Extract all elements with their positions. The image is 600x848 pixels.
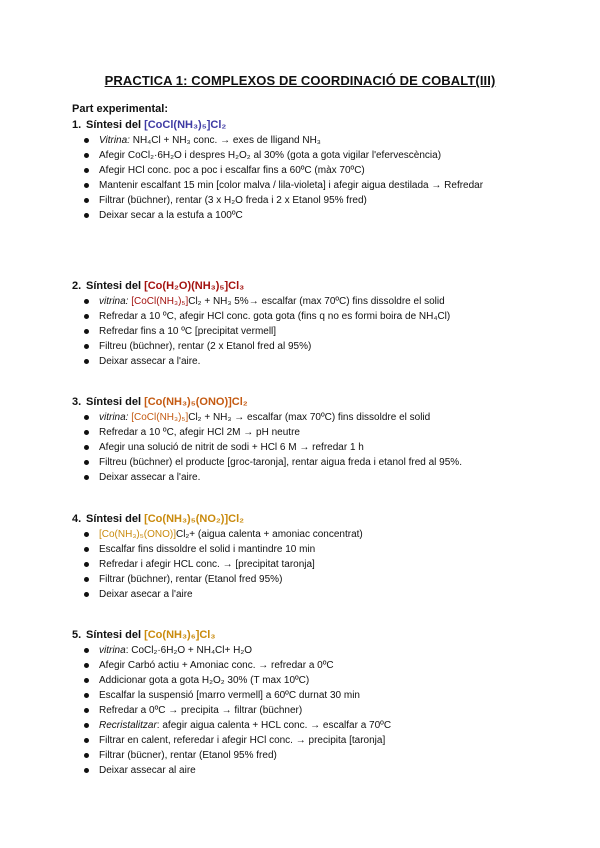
bullet-icon (84, 183, 89, 188)
procedure-list (72, 643, 572, 778)
compound-formula: [Co(H₂O)(NH₃)₅]Cl₃ (144, 280, 245, 292)
bullet-icon (84, 592, 89, 597)
step-text: Deixar assecar a l'aire. (99, 356, 201, 367)
step-text: Deixar secar a la estufa a 100ºC (99, 210, 243, 221)
procedure-step (72, 324, 572, 339)
procedure-step (72, 294, 572, 309)
step-text: : afegir aigua calenta + HCL conc. → escalfar a 70ºC (156, 720, 392, 731)
procedure-step (72, 339, 572, 354)
section-number: 1. (72, 119, 82, 131)
procedure-step (72, 208, 572, 223)
section-heading (72, 512, 572, 527)
section-1 (72, 118, 572, 223)
procedure-step (72, 557, 572, 572)
procedure-step (72, 133, 572, 148)
procedure-step (72, 718, 572, 733)
bullet-icon (84, 547, 89, 552)
procedure-list (72, 527, 572, 602)
section-heading (72, 395, 572, 410)
procedure-step (72, 527, 572, 542)
section-5 (72, 628, 572, 778)
step-text: Cl₂ + NH₃ 5%→ escalfar (max 70ºC) fins dissoldre el solid (188, 296, 445, 307)
part-label: Part experimental: (72, 103, 168, 115)
section-heading (72, 118, 572, 133)
procedure-step (72, 733, 572, 748)
step-text: Deixar asecar a l'aire (99, 589, 193, 600)
compound-formula: [Co(NH₃)₆]Cl₃ (144, 629, 216, 641)
section-heading-text: Síntesi del (86, 629, 145, 641)
procedure-step (72, 587, 572, 602)
step-text: Escalfar fins dissoldre el solid i mantindre 10 min (99, 544, 316, 555)
step-text: Deixar assecar a l'aire. (99, 472, 201, 483)
procedure-step (72, 572, 572, 587)
procedure-step (72, 309, 572, 324)
section-4 (72, 512, 572, 602)
bullet-icon (84, 213, 89, 218)
step-text: Deixar assecar al aire (99, 765, 196, 776)
step-text: Afegir Carbó actiu + Amoniac conc. → refredar a 0ºC (99, 660, 334, 671)
procedure-step (72, 178, 572, 193)
procedure-step (72, 542, 572, 557)
section-heading-text: Síntesi del (86, 396, 145, 408)
step-prefix: Vitrina: (99, 135, 130, 146)
section-heading-text: Síntesi del (86, 513, 145, 525)
procedure-step (72, 193, 572, 208)
bullet-icon (84, 708, 89, 713)
page-title: PRACTICA 1: COMPLEXOS DE COORDINACIÓ DE COBALT(III) (104, 73, 496, 88)
step-text: Cl₂+ (aigua calenta + amoniac concentrat) (175, 529, 363, 540)
bullet-icon (84, 577, 89, 582)
bullet-icon (84, 415, 89, 420)
step-text: Refredar i afegir HCL conc. → [precipitat taronja] (99, 559, 315, 570)
bullet-icon (84, 648, 89, 653)
step-text: Afegir CoCl₂·6H₂O i despres H₂O₂ al 30% (gota a gota vigilar l'efervescència) (99, 150, 442, 161)
procedure-step (72, 673, 572, 688)
section-heading (72, 628, 572, 643)
procedure-step (72, 163, 572, 178)
section-number: 5. (72, 629, 82, 641)
bullet-icon (84, 562, 89, 567)
section-heading-text: Síntesi del (86, 280, 145, 292)
procedure-step (72, 643, 572, 658)
section-number: 2. (72, 280, 82, 292)
procedure-step (72, 703, 572, 718)
bullet-icon (84, 329, 89, 334)
step-text: Cl₂ + NH₃ → escalfar (max 70ºC) fins dissoldre el solid (188, 412, 431, 423)
step-prefix: vitrina (99, 645, 126, 656)
bullet-icon (84, 168, 89, 173)
step-text: Afegir HCl conc. poc a poc i escalfar fins a 60ºC (màx 70ºC) (99, 165, 365, 176)
bullet-icon (84, 678, 89, 683)
step-text: Filtreu (büchner) el producte [groc-taronja], rentar aigua freda i etanol fred al 95%. (99, 457, 462, 468)
section-heading (72, 279, 572, 294)
step-compound: [CoCl(NH₃)₅] (131, 412, 189, 423)
section-3 (72, 395, 572, 485)
step-text: Addicionar gota a gota H₂O₂ 30% (T max 10ºC) (99, 675, 310, 686)
bullet-icon (84, 153, 89, 158)
step-text: Refredar a 10 ºC, afegir HCl conc. gota gota (fins q no es formi boira de NH₄Cl) (99, 311, 451, 322)
procedure-list (72, 294, 572, 369)
bullet-icon (84, 693, 89, 698)
section-number: 4. (72, 513, 82, 525)
compound-formula: [Co(NH₃)₅(ONO)]Cl₂ (144, 396, 248, 408)
step-text: : CoCl₂·6H₂O + NH₄Cl+ H₂O (125, 645, 252, 656)
procedure-list (72, 410, 572, 485)
bullet-icon (84, 314, 89, 319)
bullet-icon (84, 723, 89, 728)
step-text: NH₄Cl + NH₃ conc. → exes de lligand NH₃ (129, 135, 321, 146)
step-compound: [Co(NH₃)₅(ONO)] (99, 529, 176, 540)
bullet-icon (84, 430, 89, 435)
step-text: Escalfar la suspensió [marro vermell] a 60ºC durnat 30 min (99, 690, 360, 701)
bullet-icon (84, 445, 89, 450)
step-text: Filtreu (büchner), rentar (2 x Etanol fred al 95%) (99, 341, 312, 352)
step-text: Mantenir escalfant 15 min [color malva / lila-violeta] i afegir aigua destilada → Refredar (99, 180, 484, 191)
step-text: Refredar fins a 10 ºC [precipitat vermell] (99, 326, 277, 337)
procedure-step (72, 455, 572, 470)
step-text: Filtrar (büchner), rentar (Etanol fred 95%) (99, 574, 283, 585)
procedure-step (72, 440, 572, 455)
bullet-icon (84, 460, 89, 465)
section-heading-text: Síntesi del (86, 119, 145, 131)
section-2 (72, 279, 572, 369)
step-text: Filtrar (büchner), rentar (3 x H₂O freda i 2 x Etanol 95% fred) (99, 195, 367, 206)
procedure-step (72, 748, 572, 763)
bullet-icon (84, 138, 89, 143)
bullet-icon (84, 738, 89, 743)
bullet-icon (84, 198, 89, 203)
bullet-icon (84, 299, 89, 304)
step-compound: [CoCl(NH₃)₅] (131, 296, 189, 307)
step-text: Refredar a 0ºC → precipita → filtrar (büchner) (99, 705, 303, 716)
bullet-icon (84, 359, 89, 364)
step-text: Refredar a 10 ºC, afegir HCl 2M → pH neutre (99, 427, 300, 438)
bullet-icon (84, 344, 89, 349)
procedure-step (72, 688, 572, 703)
step-prefix: vitrina: (99, 296, 129, 307)
step-prefix: Recristalitzar (99, 720, 157, 731)
bullet-icon (84, 753, 89, 758)
procedure-step (72, 148, 572, 163)
bullet-icon (84, 663, 89, 668)
procedure-step (72, 354, 572, 369)
section-number: 3. (72, 396, 82, 408)
step-text: Afegir una solució de nitrit de sodi + HCl 6 M → refredar 1 h (99, 442, 364, 453)
bullet-icon (84, 768, 89, 773)
procedure-step (72, 658, 572, 673)
bullet-icon (84, 532, 89, 537)
procedure-step (72, 763, 572, 778)
step-prefix: vitrina: (99, 412, 129, 423)
step-text: Filtrar en calent, referedar i afegir HCl conc. → precipita [taronja] (99, 735, 386, 746)
procedure-step (72, 470, 572, 485)
step-text: Filtrar (bücner), rentar (Etanol 95% fred) (99, 750, 277, 761)
compound-formula: [Co(NH₃)₅(NO₂)]Cl₂ (144, 513, 245, 525)
bullet-icon (84, 475, 89, 480)
procedure-list (72, 133, 572, 223)
compound-formula: [CoCl(NH₃)₅]Cl₂ (144, 119, 227, 131)
procedure-step (72, 425, 572, 440)
procedure-step (72, 410, 572, 425)
